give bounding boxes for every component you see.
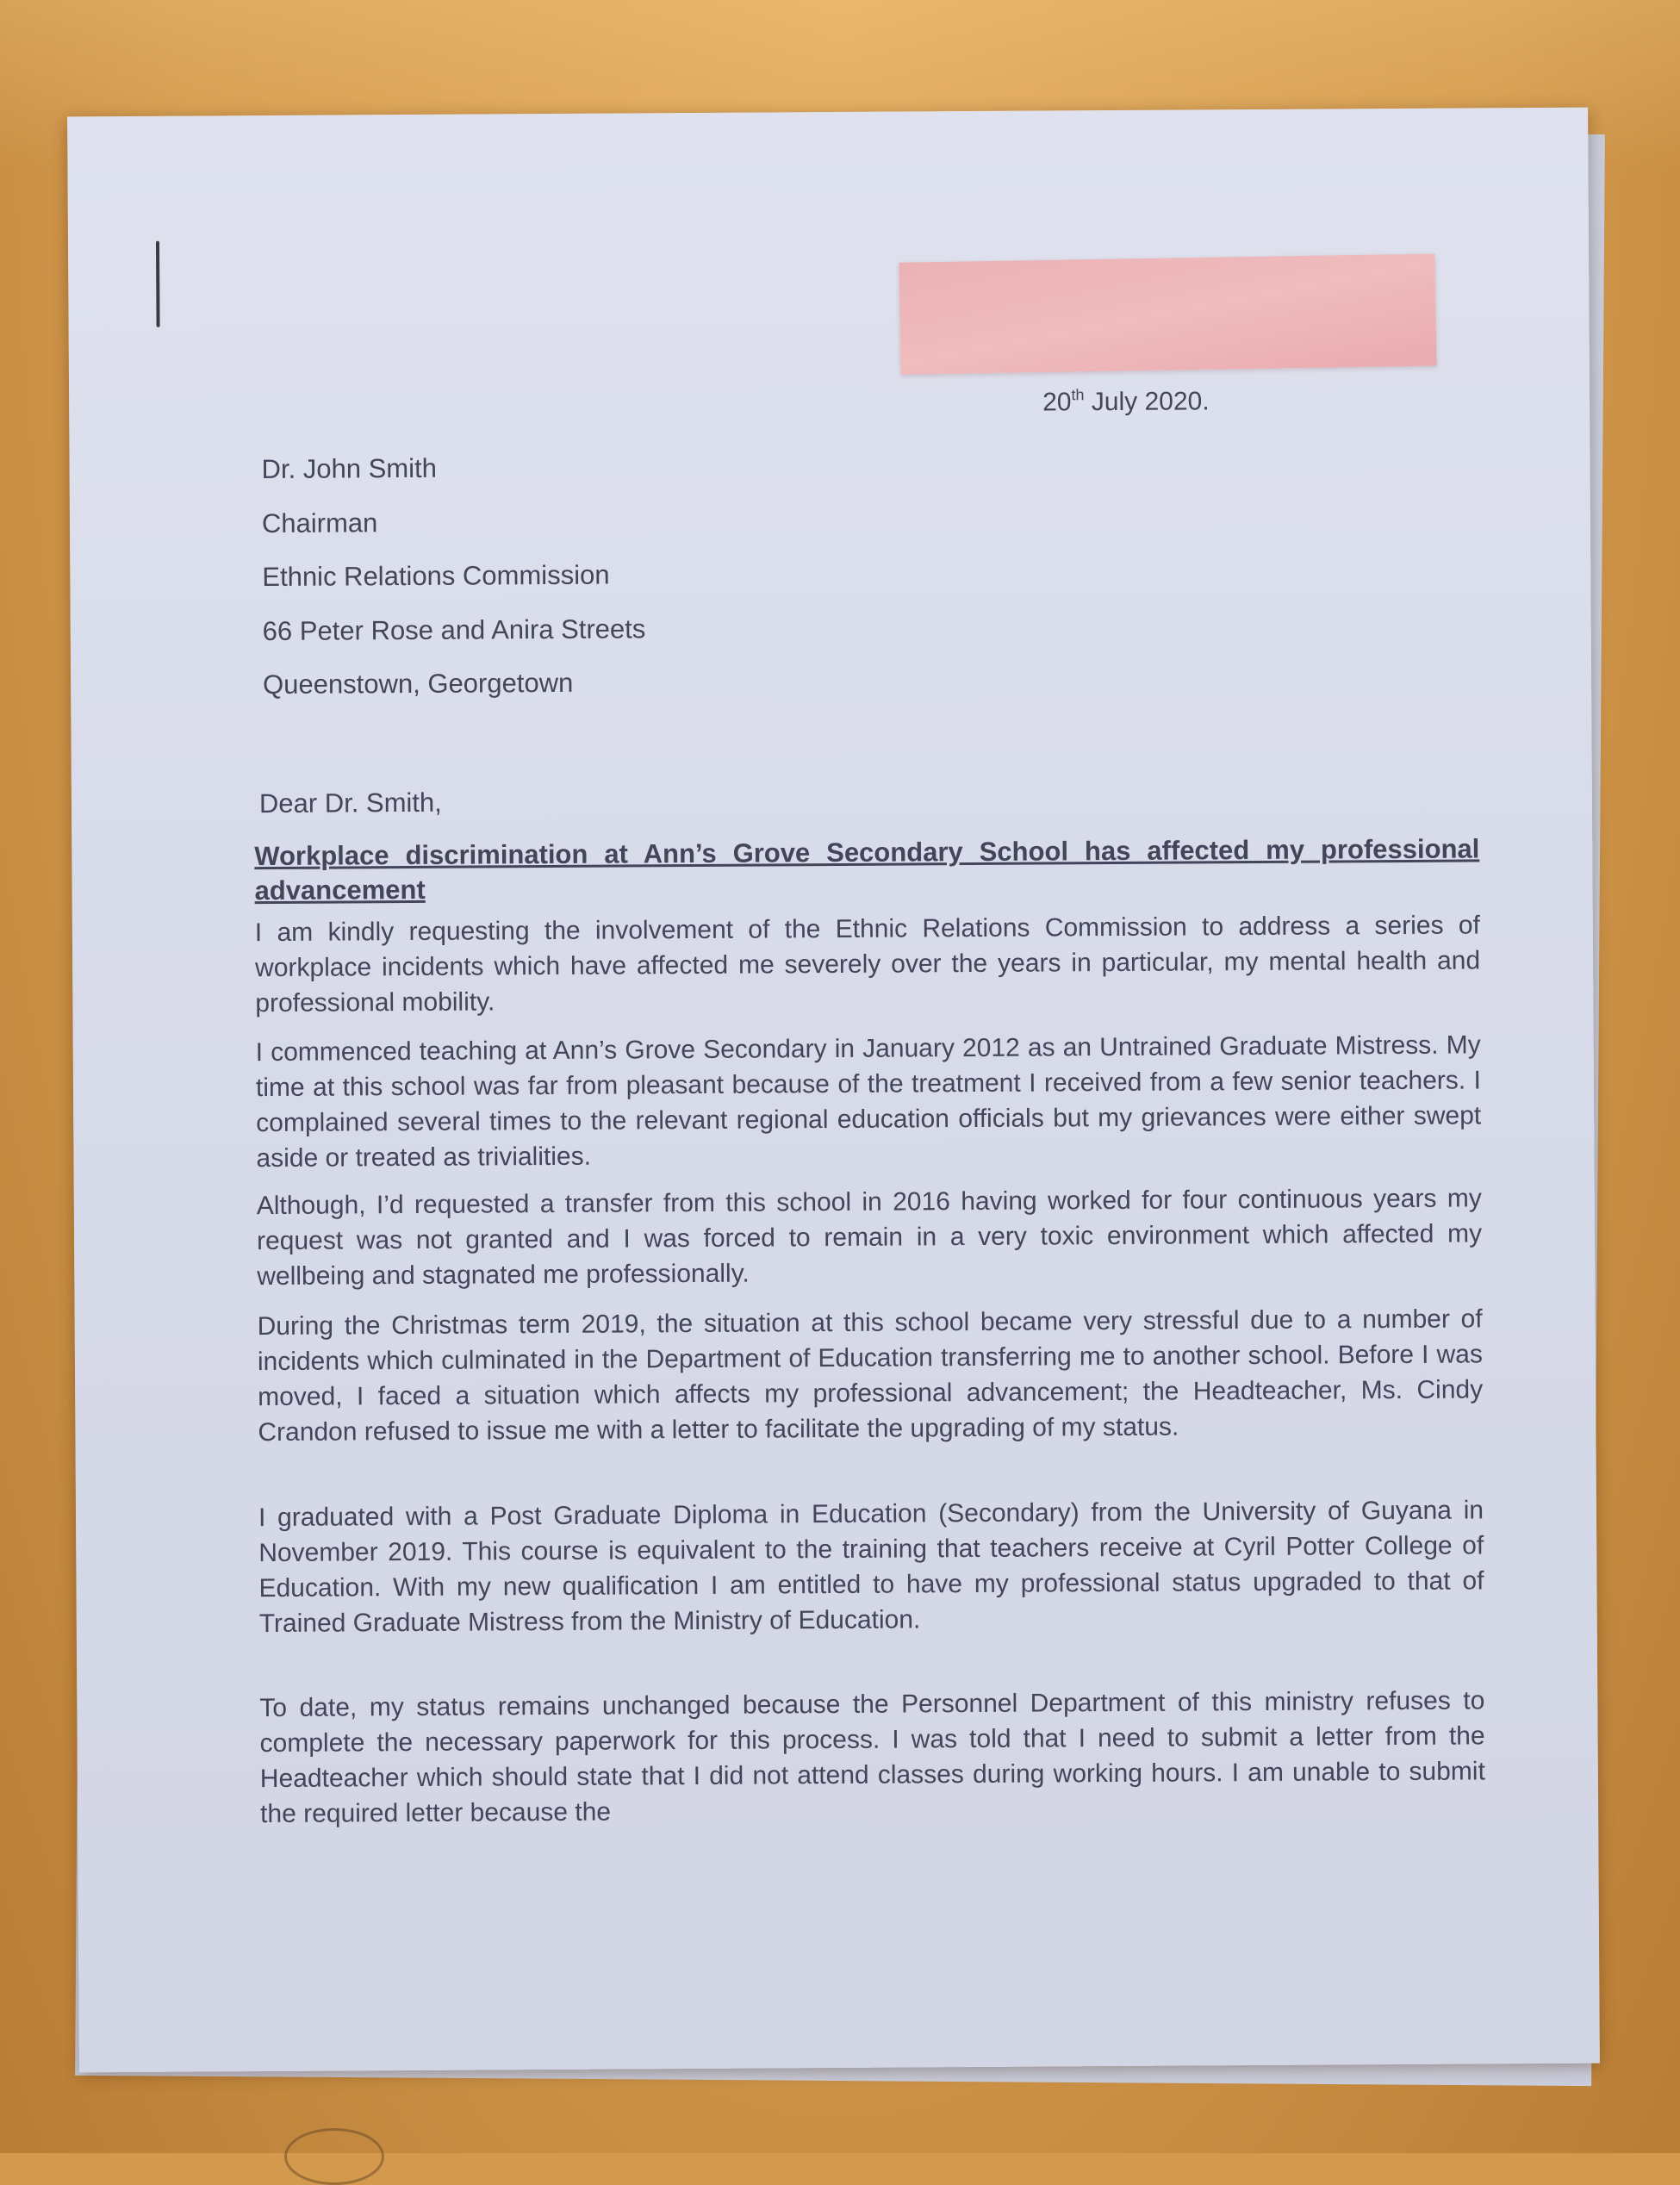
redaction-sticky-note bbox=[899, 253, 1436, 374]
envelope-stamp-mark bbox=[284, 2128, 384, 2185]
letter-subject: Workplace discrimination at Ann’s Grove Secondary School has affected my professional advancement bbox=[254, 833, 1480, 906]
recipient-city: Queenstown, Georgetown bbox=[263, 667, 574, 700]
recipient-name: Dr. John Smith bbox=[261, 452, 438, 485]
paragraph-3: Although, I’d requested a transfer from this school in 2016 having worked for four continuous years my request was not granted and I was forced to remain in a very toxic environment which affected my wellbeing and stagnated me professionally. bbox=[256, 1184, 1483, 1292]
paragraph-5: I graduated with a Post Graduate Diploma in Education (Secondary) from the University of Guyana in November 2019. This course is equivalent to the training that teachers receive at Cyril Potter College of Education. With my new qualification I am entitled to have my professional status upgraded to that of Trained Graduate Mistress from the Ministry of Education. bbox=[258, 1496, 1484, 1639]
staple-mark bbox=[156, 241, 160, 327]
salutation: Dear Dr. Smith, bbox=[258, 787, 442, 819]
date-day: 20 bbox=[1042, 388, 1072, 417]
recipient-address bbox=[261, 449, 646, 720]
recipient-street: 66 Peter Rose and Anira Streets bbox=[262, 613, 646, 646]
paragraph-4: During the Christmas term 2019, the situation at this school became very stressful due to a number of incidents which culminated in the Department of Education transferring me to another school. Before I was moved, I faced a situation which affects my professional advancement; the Headteacher, Ms. Cindy Crandon refused to issue me with a letter to facilitate the upgrading of my status. bbox=[257, 1304, 1484, 1447]
date-month-year: July 2020. bbox=[1084, 387, 1210, 417]
paragraph-6: To date, my status remains unchanged because the Personnel Department of this ministry refuses to complete the necessary paperwork for this process. I was told that I need to submit a letter from the Headteacher which should state that I did not attend classes during working hours. I am unable to submit the required letter because the bbox=[259, 1686, 1485, 1829]
paragraph-1: I am kindly requesting the involvement of the Ethnic Relations Commission to address a series of workplace incidents which have affected me severely over the years in particular, my mental health and professional mobility. bbox=[254, 911, 1481, 1018]
recipient-organization: Ethnic Relations Commission bbox=[262, 559, 610, 593]
letter-page bbox=[67, 108, 1600, 2073]
paragraph-2: I commenced teaching at Ann’s Grove Secondary in January 2012 as an Untrained Graduate Mistress. My time at this school was far from pleasant because of the treatment I received from a few senior teachers. I complained several times to the relevant regional education officials but my grievances were either swept aside or treated as trivialities. bbox=[255, 1030, 1482, 1173]
recipient-title: Chairman bbox=[261, 507, 378, 538]
date-suffix: th bbox=[1071, 386, 1085, 404]
letter-date bbox=[1042, 383, 1210, 420]
